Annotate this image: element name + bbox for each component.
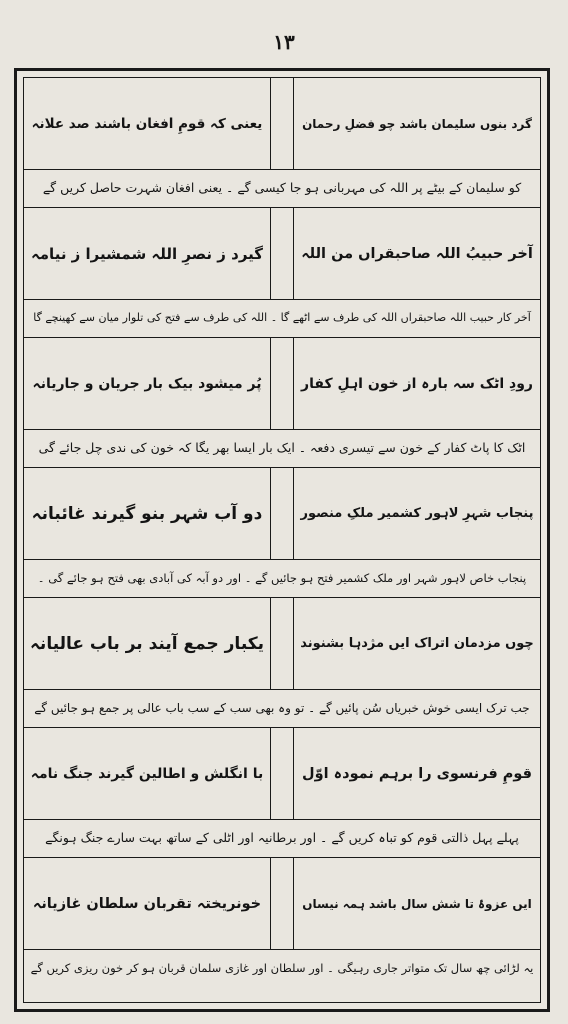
couplet-row (24, 598, 540, 690)
translation-line: کو سلیمان کے بیٹے پر اللہ کی مہربانی ہو جا کیسی گے ۔ یعنی افغان شہرت حاصل کریں گے (24, 170, 540, 208)
column-divider (270, 78, 294, 169)
verse-right-hemistich: ایں عزوۂ تا شش سال باشد ہمہ نیساں (302, 896, 532, 911)
column-divider (270, 728, 294, 819)
column-divider (270, 858, 294, 949)
verse-right-hemistich: رودِ اٹک سہ بارہ از خون اہلِ کفار (301, 375, 533, 392)
column-divider (270, 338, 294, 429)
column-divider (270, 598, 294, 689)
outer-border (14, 68, 550, 1012)
couplet-row (24, 78, 540, 170)
page-number: ۱۳ (273, 30, 295, 54)
verse-left-hemistich: دو آب شہر بنو گیرند غائبانہ (31, 504, 263, 524)
verse-table (23, 77, 541, 1003)
couplet-row (24, 208, 540, 300)
couplet-row (24, 468, 540, 560)
translation-line: جب ترک ایسی خوش خبریاں سُن پائیں گے ۔ تو وہ بھی سب کے سب باب عالی پر جمع ہو جائیں گے (24, 690, 540, 728)
verse-left-hemistich: یعنی کہ قومِ افغان باشند صد علانہ (31, 115, 263, 132)
column-divider (270, 468, 294, 559)
translation-line: پنجاب خاص لاہور شہر اور ملک کشمیر فتح ہو جائیں گے ۔ اور دو آبہ کی آبادی بھی فتح ہو جائے گی ۔ (24, 560, 540, 598)
couplet-row (24, 858, 540, 950)
verse-right-hemistich: آخر حبیبُ اللہ صاحبقراں من اللہ (301, 245, 533, 262)
verse-left-hemistich: گیرد ز نصرِ اللہ شمشیرا ز نیامہ (30, 244, 264, 263)
verse-right-hemistich: چوں مزدمان اتراک ایں مژدہا بشنوند (300, 636, 534, 651)
translation-line: اٹک کا پاٹ کفار کے خون سے تیسری دفعہ ۔ ایک بار ایسا بھر یگا کہ خون کی ندی چل جائے گی (24, 430, 540, 468)
column-divider (270, 208, 294, 299)
verse-left-hemistich: خونریختہ تقربان سلطان غازیانہ (32, 895, 262, 912)
verse-left-hemistich: یکبار جمع آیند بر باب عالیانہ (29, 634, 265, 654)
translation-line: پہلے پہل ذالتی قوم کو تباہ کریں گے ۔ اور برطانیہ اور اٹلی کے ساتھ بہت سارے جنگ ہونگے (24, 820, 540, 858)
couplet-row (24, 728, 540, 820)
translation-line: آخر کار حبیب اللہ صاحبقراں اللہ کی طرف سے اٹھے گا ۔ اللہ کی طرف سے فتح کی تلوار میان سے کھینچے گا (24, 300, 540, 338)
couplet-row (24, 338, 540, 430)
translation-line: یہ لڑائی چھ سال تک متواتر جاری رہیگی ۔ اور سلطان اور غازی سلمان قربان ہو کر خون ریزی کریں گے (30, 961, 534, 975)
verse-left-hemistich: با انگلش و اطالین گیرند جنگ نامہ (30, 765, 264, 782)
verse-right-hemistich: قومِ فرنسوی را برہم نمودہ اوّل (302, 765, 532, 782)
verse-right-hemistich: پنجاب شہرِ لاہور کشمیر ملکِ منصور (300, 506, 534, 521)
verse-right-hemistich: گرد بنوں سلیمان باشد چو فضلِ رحمان (302, 116, 532, 131)
verse-left-hemistich: پُر میشود بیک بار جریان و جاریانہ (32, 375, 262, 392)
